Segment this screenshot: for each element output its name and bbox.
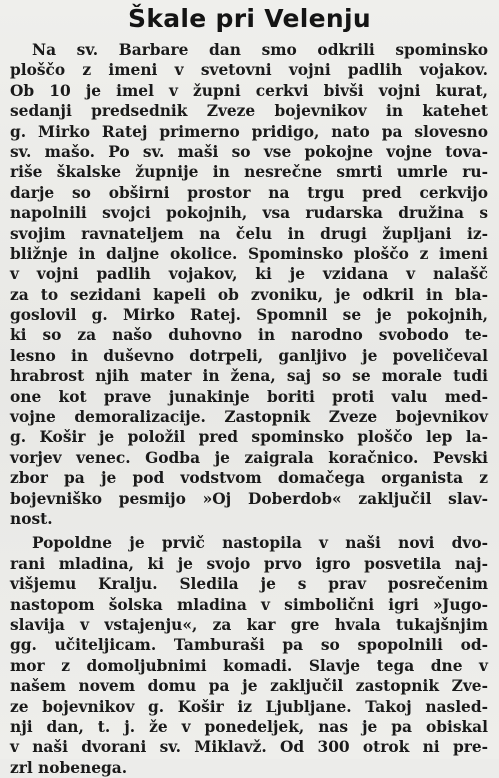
text-line: gg. učiteljicam. Tamburaši pa so spopolnili od- [10,636,488,655]
text-line: one kot prave junakinje boriti proti valu med- [10,387,488,406]
text-line: napolnili svojci pokojnih, vsa rudarska družina s [10,204,488,223]
text-line: slavija v vstajenju«, za kar gre hvala tukajšnjim [10,615,488,634]
text-line: našem novem domu pa je zaključil zastopnik Zve- [10,677,488,696]
text-line: lesno in duševno dotrpeli, ganljivo je poveličeval [10,346,488,365]
text-line: višjemu Kralju. Sledila je s prav posrečenim [10,575,488,594]
text-line: zrl nobenega. [10,758,128,777]
text-line: nost. [10,509,53,528]
text-line: g. Košir je položil pred spominsko ploščo lep la- [10,428,488,447]
text-line: nastopom šolska mladina v simbolični igri »Jugo- [10,595,488,614]
text-line: zbor pa je pod vodstvom domačega organista z [10,469,488,488]
text-line: Popoldne je prvič nastopila v naši novi dvo- [32,534,488,553]
paragraph-1 [10,40,488,529]
article-body [10,40,488,778]
paragraph-2 [10,533,488,778]
text-line: ze bojevnikov g. Košir iz Ljubljane. Takoj nasled- [10,697,488,716]
text-line: hrabrost njih mater in žena, saj so se morale tudi [10,367,488,386]
text-line: v naši dvorani sv. Miklavž. Od 300 otrok ni pre- [10,738,488,757]
text-line: mor z domoljubnimi komadi. Slavje tega dne v [10,656,488,675]
text-line: Na sv. Barbare dan smo odkrili spominsko [32,41,488,59]
text-line: bojevniško pesmijo »Oj Doberdob« zaključil slav- [10,489,488,508]
text-line: riše škalske župnije in nesrečne smrti umrle ru- [10,163,488,182]
text-line: g. Mirko Ratej primerno pridigo, nato pa slovesno [10,122,488,141]
text-line: za to sezidani kapeli ob zvoniku, je odkril in bla- [10,285,488,304]
text-line: ki so za našo duhovno in narodno svobodo te- [10,326,488,345]
text-line: vorjev venec. Godba je zaigrala koračnico. Pevski [10,448,488,467]
article-title: Škale pri Velenju [128,4,371,33]
text-line: ploščo z imeni v svetovni vojni padlih vojakov. [10,61,488,80]
text-line: bližnje in daljne okolice. Spominsko ploščo z imeni [10,244,488,263]
text-line: sv. mašo. Po sv. maši so vse pokojne vojne tova- [10,142,488,161]
text-line: nji dan, t. j. že v ponedeljek, nas je pa obiskal [10,717,488,736]
text-line: vojne demoralizacije. Zastopnik Zveze bojevnikov [10,408,488,427]
text-line: v vojni padlih vojakov, ki je vzidana v nalašč [10,265,488,284]
text-line: darje so obširni prostor na trgu pred cerkvijo [10,183,488,202]
text-line: sedanji predsednik Zveze bojevnikov in katehet [10,102,488,121]
text-line: svojim ravnateljem na čelu in drugi župljani iz- [10,224,488,243]
text-line: Ob 10 je imel v župni cerkvi bivši vojni kurat, [10,81,488,100]
text-line: rani mladina, ki je svojo prvo igro posvetila naj- [10,554,488,573]
text-line: goslovil g. Mirko Ratej. Spomnil se je pokojnih, [10,306,488,325]
